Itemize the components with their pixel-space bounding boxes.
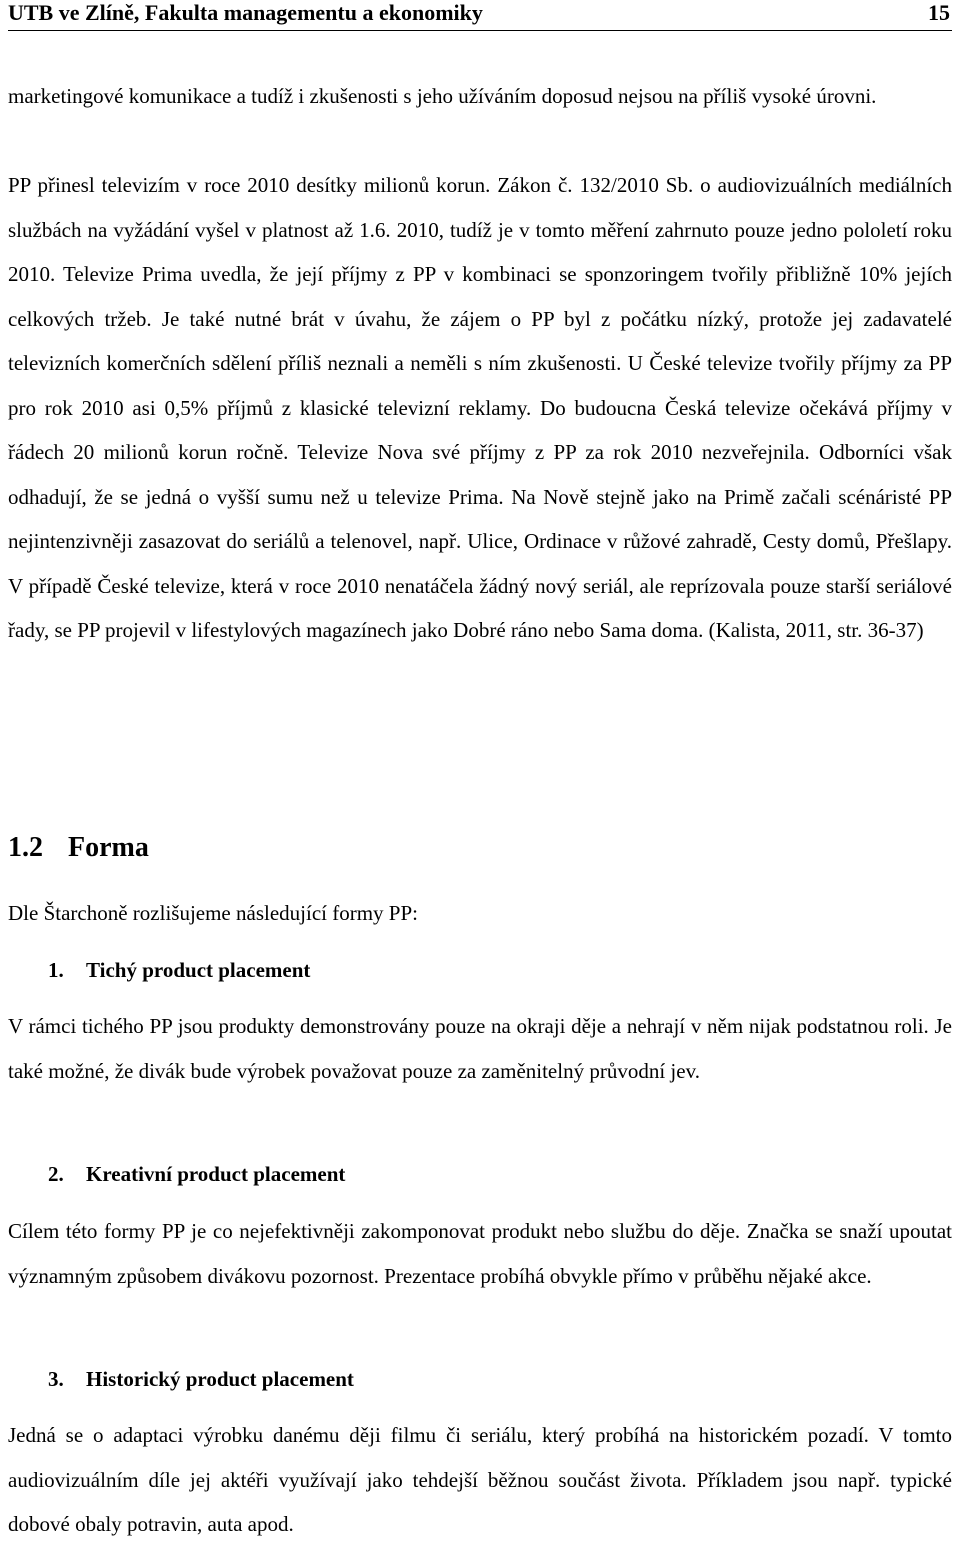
form-heading-3: [48, 1364, 354, 1394]
header-school-title: UTB ve Zlíně, Fakulta managementu a ekonomiky: [8, 0, 483, 25]
form-number: 1.: [48, 958, 64, 982]
section-intro: Dle Štarchoně rozlišujeme následující formy PP:: [8, 901, 418, 925]
form-number: 2.: [48, 1162, 64, 1186]
paragraph-continuation: marketingové komunikace a tudíž i zkušenosti s jeho užíváním doposud nejsou na příliš vysoké úrovni.: [8, 84, 877, 108]
page-header: [8, 0, 952, 31]
section-title: Forma: [68, 832, 149, 863]
section-heading: [8, 828, 149, 868]
paragraph-pp-revenue: PP přinesl televizím v roce 2010 desítky milionů korun. Zákon č. 132/2010 Sb. o audiovizuálních mediálních službách na vyžádání vyšel v platnost až 1.6. 2010, tudíž je v tomto měření zahrnuto pouze jedno pololetí roku 2010. Televize Prima uvedla, že její příjmy z PP v kombinaci se sponzoringem tvořily přibližně 10% jejích celkových tržeb. Je také nutné brát v úvahu, že zájem o PP byl z počátku nízký, protože jej zadavatelé televizních komerčních sdělení příliš neznali a neměli s ním zkušenosti. U České televize tvořily příjmy za PP pro rok 2010 asi 0,5% příjmů z klasické televizní reklamy. Do budoucna Česká televize očekává příjmy v řádech 20 milionů korun ročně. Televize Nova své příjmy z PP za rok 2010 nezveřejnila. Odborníci však odhadují, že se jedná o vyšší sumu než u televize Prima. Na Nově stejně jako na Primě začali scénáristé PP nejintenzivněji zasazovat do seriálů a telenovel, např. Ulice, Ordinace v růžové zahradě, Cesty domů, Přešlapy. V případě České televize, která v roce 2010 nenatáčela žádný nový seriál, ale reprízovala pouze starší seriálové řady, se PP projevil v lifestylových magazínech jako Dobré ráno nebo Sama doma. (Kalista, 2011, str. 36-37): [8, 173, 952, 642]
section-number: 1.2: [8, 832, 43, 863]
form-title: Kreativní product placement: [86, 1162, 346, 1186]
form-description-1: V rámci tichého PP jsou produkty demonstrovány pouze na okraji děje a nehrají v něm nijak podstatnou roli. Je také možné, že divák bude výrobek považovat pouze za zaměnitelný průvodní jev.: [8, 1014, 952, 1083]
form-description-2: Cílem této formy PP je co nejefektivněji zakomponovat produkt nebo službu do děje. Značka se snaží upoutat významným způsobem divákovu pozornost. Prezentace probíhá obvykle přímo v průběhu nějaké akce.: [8, 1219, 952, 1288]
page-number: 15: [928, 0, 950, 25]
form-title: Tichý product placement: [86, 958, 311, 982]
form-number: 3.: [48, 1367, 64, 1391]
form-title: Historický product placement: [86, 1367, 354, 1391]
form-heading-1: [48, 955, 310, 985]
form-heading-2: [48, 1159, 345, 1189]
form-description-3: Jedná se o adaptaci výrobku danému ději filmu či seriálu, který probíhá na historickém pozadí. V tomto audiovizuálním díle jej aktéři využívají jako tehdejší běžnou součást života. Příkladem jsou např. typické dobové obaly potravin, auta apod.: [8, 1423, 952, 1536]
